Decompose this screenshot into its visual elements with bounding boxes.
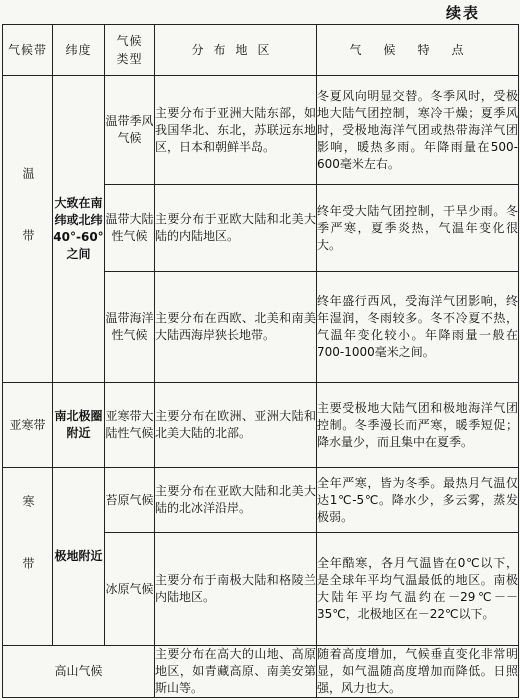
type-temperate-monsoon: 温带季风气候 [105, 76, 155, 185]
zone-temperate: 温带 [3, 76, 53, 383]
header-zone: 气候带 [3, 25, 53, 76]
latitude-polar: 极地附近 [53, 468, 105, 646]
header-row [3, 25, 519, 76]
features-cell: 随着高度增加，气候垂直变化非常明显，如气温随高度增加而降低。日照强，风力也大。 [317, 646, 519, 698]
distribution-cell: 主要分布在西欧、北美和南美大陆西海岸狭长地带。 [155, 272, 317, 383]
features-cell: 主要受极地大陆气团和极地海洋气团控制。冬季漫长而严寒，暖季短促；降水量少，而且集中在夏季。 [317, 383, 519, 468]
header-features: 气候特点 [317, 25, 519, 76]
header-distribution: 分布地区 [155, 25, 317, 76]
type-ice-cap: 冰原气候 [105, 533, 155, 646]
header-latitude: 纬度 [53, 25, 105, 76]
table-continued-title: 续表 [445, 4, 480, 22]
features-cell: 终年盛行西风，受海洋气团影响，终年湿润，冬雨较多。冬不冷夏不热，气温年变化较小。年降雨量一般在700-1000毫米之间。 [317, 272, 519, 383]
type-subarctic: 亚寒带大陆性气候 [105, 383, 155, 468]
features-cell: 冬夏风向明显交替。冬季风时，受极地大陆气团控制，寒冷干燥；夏季风时，受极地海洋气团或热带海洋气团影响，暖热多雨。年降雨量在500-600毫米左右。 [317, 76, 519, 185]
distribution-cell: 主要分布于南极大陆和格陵兰内陆地区。 [155, 533, 317, 646]
table-row [3, 383, 519, 468]
table-row [3, 646, 519, 698]
type-temperate-maritime: 温带海洋性气候 [105, 272, 155, 383]
distribution-cell: 主要分布在欧洲、亚洲大陆和北美大陆的北部。 [155, 383, 317, 468]
table-row [3, 76, 519, 185]
features-cell: 全年酷寒，各月气温皆在0℃以下，是全球年平均气温最低的地区。南极大陆年平均气温约在－29℃－－35℃，北极地区在－22℃以下。 [317, 533, 519, 646]
distribution-cell: 主要分布在高大的山地、高原地区，如青藏高原、南美安第斯山等。 [155, 646, 317, 698]
type-tundra: 苔原气候 [105, 468, 155, 533]
header-type: 气候类型 [105, 25, 155, 76]
table-row [3, 468, 519, 533]
type-temperate-continental: 温带大陆性气候 [105, 185, 155, 272]
latitude-temperate: 大致在南纬或北纬40°-60°之间 [53, 76, 105, 383]
zone-highland: 高山气候 [3, 646, 155, 698]
distribution-cell: 主要分布于亚欧大陆和北美大陆的内陆地区。 [155, 185, 317, 272]
climate-table [2, 24, 519, 698]
distribution-cell: 主要分布于亚洲大陆东部，如我国华北、东北，苏联远东地区，日本和朝鲜半岛。 [155, 76, 317, 185]
features-cell: 终年受大陆气团控制，干旱少雨。冬季严寒，夏季炎热，气温年变化很大。 [317, 185, 519, 272]
latitude-subarctic: 南北极圈附近 [53, 383, 105, 468]
distribution-cell: 主要分布在亚欧大陆和北美大陆的北冰洋沿岸。 [155, 468, 317, 533]
zone-subarctic: 亚寒带 [3, 383, 53, 468]
zone-polar: 寒带 [3, 468, 53, 646]
features-cell: 全年严寒，皆为冬季。最热月气温仅达1℃-5℃。降水少，多云雾，蒸发极弱。 [317, 468, 519, 533]
